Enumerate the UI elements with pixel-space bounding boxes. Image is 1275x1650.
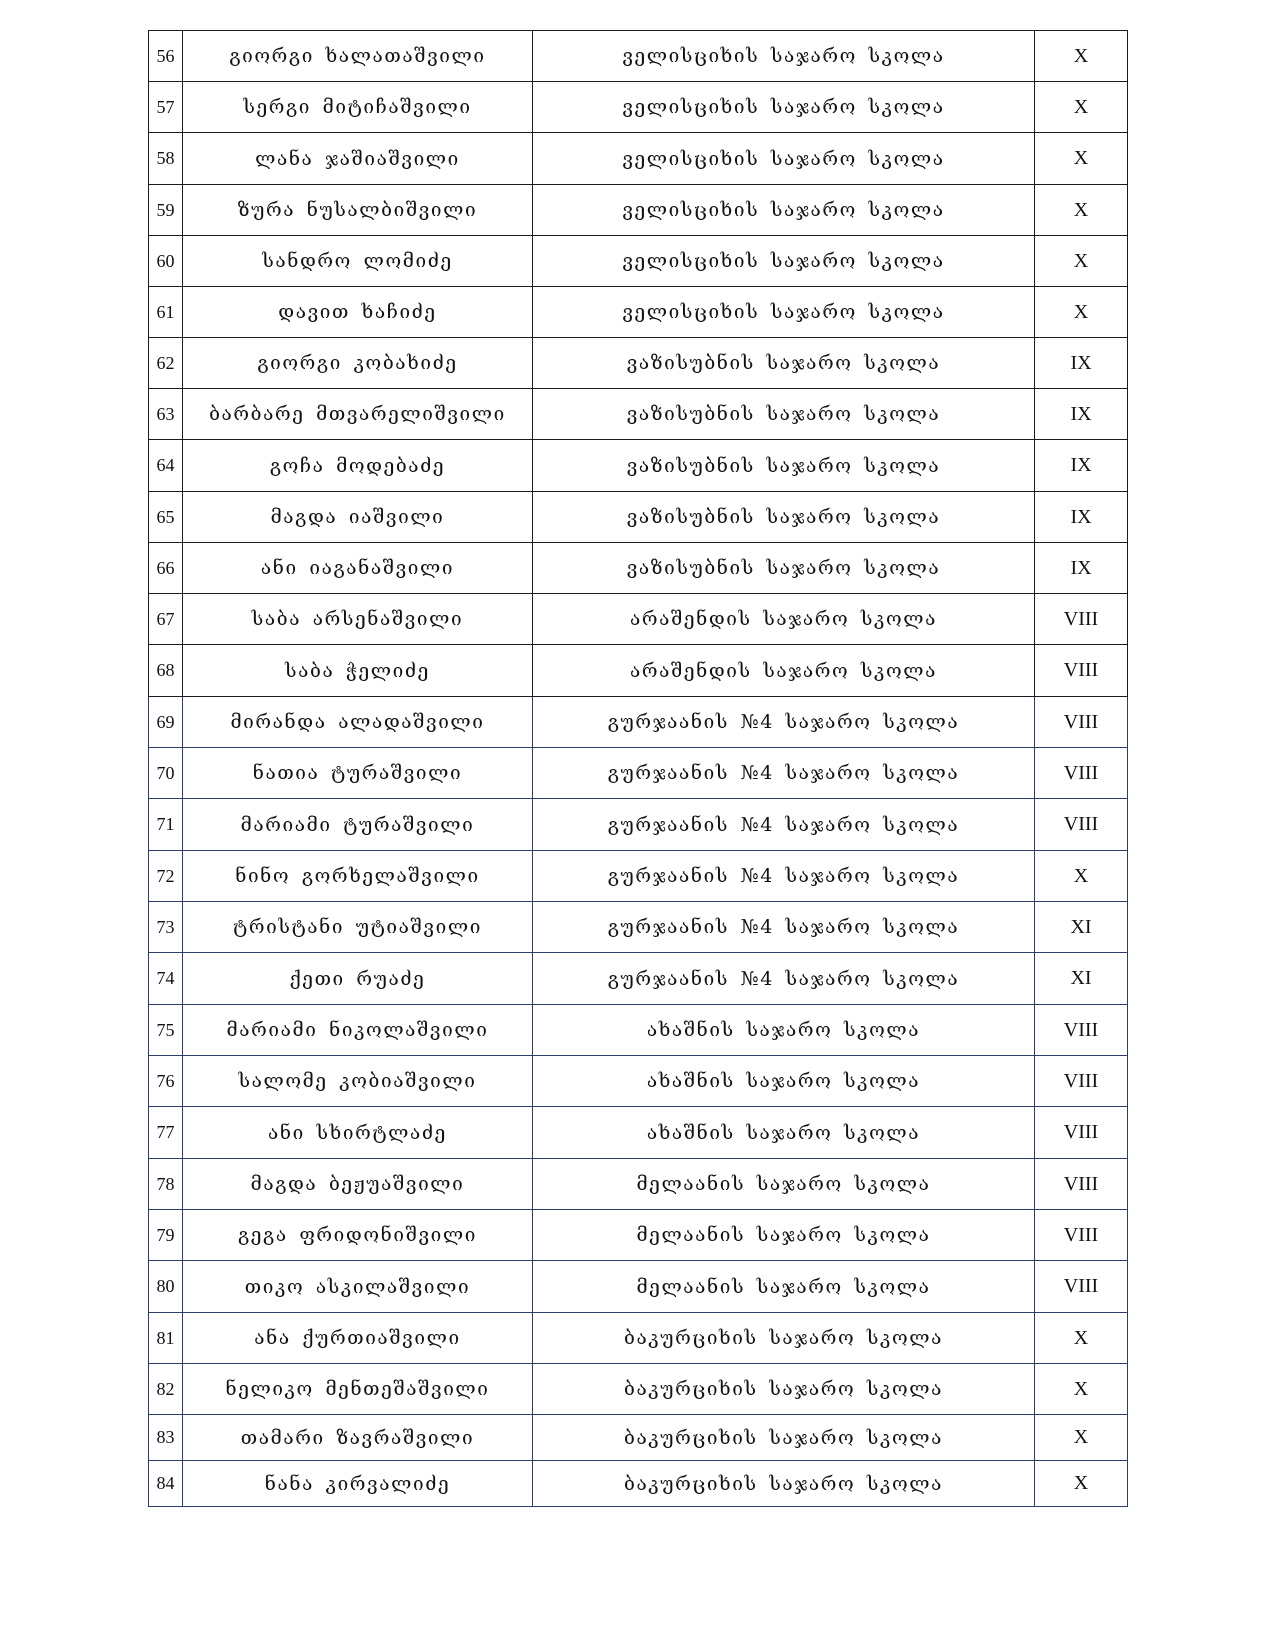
row-number: 58 [149,133,183,185]
school-name: არაშენდის საჯარო სკოლა [533,594,1035,645]
table-row [149,1210,1128,1261]
student-name: ნინო გორხელაშვილი [183,851,533,902]
student-name: ტრისტანი უტიაშვილი [183,902,533,953]
grade-class: VIII [1035,1005,1128,1056]
row-number: 57 [149,82,183,133]
table-row [149,748,1128,799]
row-number: 59 [149,185,183,236]
school-name: ახაშნის საჯარო სკოლა [533,1005,1035,1056]
grade-class: X [1035,287,1128,338]
row-number: 82 [149,1364,183,1415]
row-number: 83 [149,1415,183,1461]
school-name: ველისციხის საჯარო სკოლა [533,185,1035,236]
school-name: მელაანის საჯარო სკოლა [533,1261,1035,1313]
grade-class: X [1035,236,1128,287]
grade-class: VIII [1035,1210,1128,1261]
school-name: ვაზისუბნის საჯარო სკოლა [533,389,1035,440]
student-name: გეგა ფრიდონიშვილი [183,1210,533,1261]
table-row [149,697,1128,748]
school-name: გურჯაანის №4 საჯარო სკოლა [533,799,1035,851]
student-name: ნელიკო მენთეშაშვილი [183,1364,533,1415]
row-number: 76 [149,1056,183,1107]
table-row [149,1005,1128,1056]
row-number: 70 [149,748,183,799]
table-row [149,287,1128,338]
row-number: 81 [149,1313,183,1364]
grade-class: VIII [1035,1107,1128,1159]
table-row [149,1159,1128,1210]
grade-class: X [1035,1364,1128,1415]
grade-class: IX [1035,492,1128,543]
student-name: თამარი ზავრაშვილი [183,1415,533,1461]
student-name: თიკო ასკილაშვილი [183,1261,533,1313]
school-name: ბაკურციხის საჯარო სკოლა [533,1364,1035,1415]
row-number: 74 [149,953,183,1005]
student-name: საბა არსენაშვილი [183,594,533,645]
school-name: ბაკურციხის საჯარო სკოლა [533,1415,1035,1461]
school-name: გურჯაანის №4 საჯარო სკოლა [533,953,1035,1005]
student-name: გოჩა მოდებაძე [183,440,533,492]
table-row [149,1261,1128,1313]
school-name: ველისციხის საჯარო სკოლა [533,82,1035,133]
row-number: 60 [149,236,183,287]
row-number: 56 [149,31,183,82]
table-row [149,1364,1128,1415]
student-name: დავით ხაჩიძე [183,287,533,338]
student-name: სანდრო ლომიძე [183,236,533,287]
table-row [149,389,1128,440]
grade-class: X [1035,133,1128,185]
row-number: 67 [149,594,183,645]
grade-class: VIII [1035,594,1128,645]
row-number: 77 [149,1107,183,1159]
grade-class: X [1035,1461,1128,1507]
student-name: ანა ქურთიაშვილი [183,1313,533,1364]
row-number: 61 [149,287,183,338]
grade-class: VIII [1035,748,1128,799]
student-name: გიორგი კობახიძე [183,338,533,389]
student-name: მირანდა ალადაშვილი [183,697,533,748]
student-name: გიორგი ხალათაშვილი [183,31,533,82]
school-name: ბაკურციხის საჯარო სკოლა [533,1461,1035,1507]
student-name: საბა ჭელიძე [183,645,533,697]
row-number: 72 [149,851,183,902]
table-row [149,851,1128,902]
student-name: ბარბარე მთვარელიშვილი [183,389,533,440]
grade-class: X [1035,31,1128,82]
table-row [149,953,1128,1005]
school-name: ბაკურციხის საჯარო სკოლა [533,1313,1035,1364]
student-name: ქეთი რუაძე [183,953,533,1005]
school-name: ვაზისუბნის საჯარო სკოლა [533,440,1035,492]
grade-class: VIII [1035,1261,1128,1313]
table-row [149,236,1128,287]
table-row [149,31,1128,82]
row-number: 64 [149,440,183,492]
student-name: მაგდა იაშვილი [183,492,533,543]
table-row [149,1461,1128,1507]
table-row [149,594,1128,645]
student-name: ანი სხირტლაძე [183,1107,533,1159]
grade-class: VIII [1035,1159,1128,1210]
row-number: 80 [149,1261,183,1313]
school-name: ახაშნის საჯარო სკოლა [533,1107,1035,1159]
school-name: ვაზისუბნის საჯარო სკოლა [533,543,1035,594]
row-number: 66 [149,543,183,594]
school-name: ვაზისუბნის საჯარო სკოლა [533,492,1035,543]
grade-class: IX [1035,389,1128,440]
row-number: 84 [149,1461,183,1507]
row-number: 71 [149,799,183,851]
school-name: გურჯაანის №4 საჯარო სკოლა [533,902,1035,953]
participants-table [148,30,1128,1507]
school-name: ველისციხის საჯარო სკოლა [533,133,1035,185]
row-number: 68 [149,645,183,697]
row-number: 78 [149,1159,183,1210]
table-row [149,1415,1128,1461]
grade-class: X [1035,1313,1128,1364]
grade-class: IX [1035,440,1128,492]
student-name: ანი იაგანაშვილი [183,543,533,594]
grade-class: X [1035,1415,1128,1461]
row-number: 69 [149,697,183,748]
grade-class: IX [1035,338,1128,389]
school-name: გურჯაანის №4 საჯარო სკოლა [533,748,1035,799]
row-number: 63 [149,389,183,440]
student-name: ლანა ჯაშიაშვილი [183,133,533,185]
table-row [149,799,1128,851]
school-name: ვაზისუბნის საჯარო სკოლა [533,338,1035,389]
school-name: მელაანის საჯარო სკოლა [533,1159,1035,1210]
row-number: 75 [149,1005,183,1056]
table-row [149,1313,1128,1364]
row-number: 65 [149,492,183,543]
table-row [149,492,1128,543]
table-row [149,1056,1128,1107]
table-row [149,338,1128,389]
grade-class: VIII [1035,799,1128,851]
grade-class: X [1035,82,1128,133]
school-name: ახაშნის საჯარო სკოლა [533,1056,1035,1107]
grade-class: X [1035,851,1128,902]
table-row [149,133,1128,185]
grade-class: VIII [1035,645,1128,697]
row-number: 62 [149,338,183,389]
student-name: სერგი მიტიჩაშვილი [183,82,533,133]
table-row [149,902,1128,953]
school-name: ველისციხის საჯარო სკოლა [533,31,1035,82]
table-row [149,645,1128,697]
participants-table-body [149,31,1128,1507]
student-name: მარიამი ნიკოლაშვილი [183,1005,533,1056]
student-name: ზურა ნუსალბიშვილი [183,185,533,236]
student-name: ნათია ტურაშვილი [183,748,533,799]
school-name: ველისციხის საჯარო სკოლა [533,287,1035,338]
grade-class: XI [1035,953,1128,1005]
grade-class: IX [1035,543,1128,594]
table-row [149,82,1128,133]
table-row [149,185,1128,236]
student-name: ნანა კირვალიძე [183,1461,533,1507]
school-name: არაშენდის საჯარო სკოლა [533,645,1035,697]
row-number: 79 [149,1210,183,1261]
school-name: ველისციხის საჯარო სკოლა [533,236,1035,287]
student-name: სალომე კობიაშვილი [183,1056,533,1107]
row-number: 73 [149,902,183,953]
student-name: მარიამი ტურაშვილი [183,799,533,851]
grade-class: XI [1035,902,1128,953]
student-name: მაგდა ბეჟუაშვილი [183,1159,533,1210]
table-row [149,1107,1128,1159]
table-row [149,543,1128,594]
school-name: გურჯაანის №4 საჯარო სკოლა [533,851,1035,902]
grade-class: VIII [1035,1056,1128,1107]
table-row [149,440,1128,492]
school-name: მელაანის საჯარო სკოლა [533,1210,1035,1261]
grade-class: VIII [1035,697,1128,748]
grade-class: X [1035,185,1128,236]
school-name: გურჯაანის №4 საჯარო სკოლა [533,697,1035,748]
